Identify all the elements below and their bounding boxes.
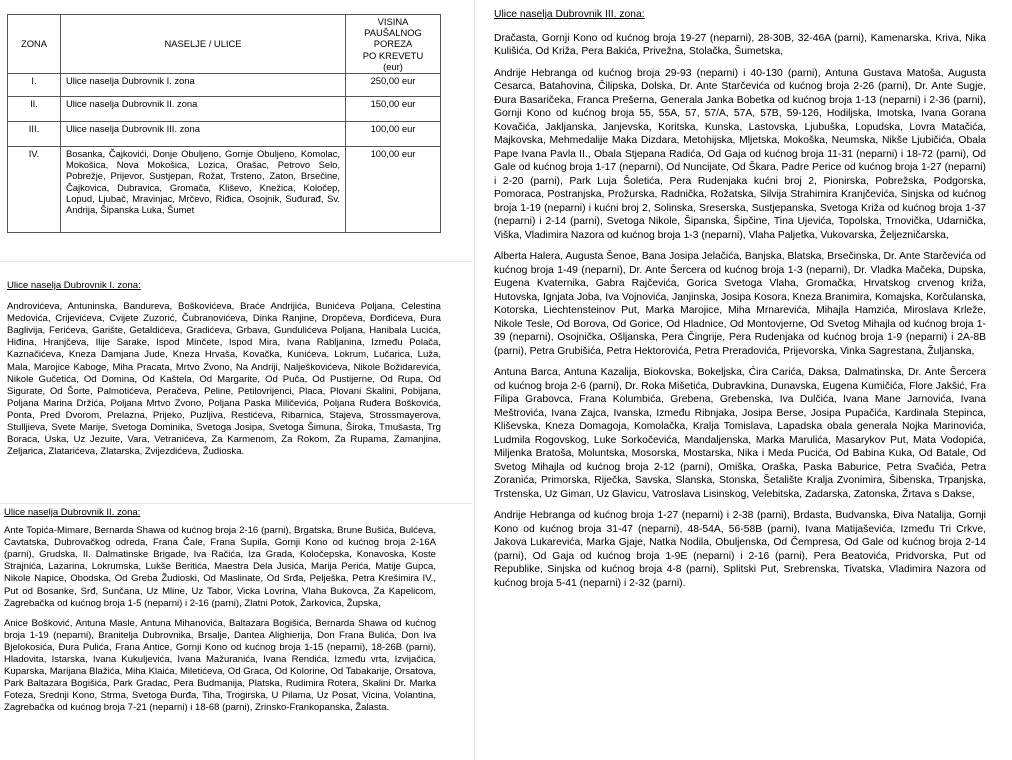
header-rate-line: (eur) (383, 60, 403, 72)
zone-1-section (7, 280, 441, 458)
column-divider (474, 0, 475, 760)
header-rate-line: PAUŠALNOG (364, 27, 422, 39)
zone-2-paragraph: Ante Topića-Mimare, Bernarda Shawa od kućnog broja 2-16 (parni), Brgatska, Brune Bušića, Bulćeva, Cavtatska, Dubrovačkog odreda, Frana Čale, Frana Supila, Gornji Kono od kućnog broja 2-16A (parni), Grudska, II. Dalmatinske Brigade, Iva Račića, Iza Grada, Koločepska, Konavoska, Koste Strajnića, Lazarina, Lokrumska, Lukše Beritića, Maestra Dela Jusića, Marija Perića, Matije Gupca, Nikole Napice, Obodska, Od Greba Žudioski, Od Maslinate, Od Srđa, Pelješka, Petra Krešimira IV., Put od Bosanke, Srđ, Sunčana, Uz Mline, Uz Tabor, Vicka Lovrina, Vlaha Bukovca, Za Kapelicom, Zagrebačka od kućnog broja 1-5 (neparni) i 2-16 (parni), Zlatni Potok, Žarkovica, Župska, (4, 525, 436, 609)
zone-1-panel (0, 262, 470, 502)
zone-1-title: Ulice naselja Dubrovnik I. zona: (7, 280, 141, 291)
header-rate (346, 15, 441, 74)
zona-cell: II. (8, 97, 61, 122)
zona-cell: IV. (8, 147, 61, 233)
header-naselje: NASELJE / ULICE (61, 15, 346, 74)
naselje-cell: Ulice naselja Dubrovnik II. zona (61, 97, 346, 122)
zone-3-section (494, 8, 986, 598)
zone-3-paragraph: Andrije Hebranga od kućnog broja 29-93 (neparni) i 40-130 (parni), Antuna Gustava Matoša, Augusta Cesarca, Batahovina, Čilipska, Dolska, Dr. Ante Starčevića od kućnog broja 2-26 (parni), Dr. Ante Sugje, Đura Basaričeka, Franca Prešerna, Generala Janka Bobetka od kućnog broja 1-13 (neparni) i 2-36 (parni), Gornji Kono od kućnog broja 55, 55A, 57, 57/A, 57A, 57B, 59-126, Hodiljska, Imotska, Ivana Gorana Kovačića, Jakljanska, Janjevska, Koritska, Kunska, Lastovska, Ljubuška, Lopudska, Lovra Matačića, Majkovska, Mehmedalije Maka Dizdara, Metohijska, Mljetska, Mokoška, Neumska, Nikše Ljubičića, Obala Pape Ivana Pavla II., Obala Stjepana Radića, Od Gaja od kućnog broja 11-31 (neparni) i 18-72 (parni), Od Gale od kućnog broja 1-17 (neparni), Od Nuncijate, Od Škara, Padre Perice od kućnog broja 1-27 (neparni) i 2-20 (parni), Park Luja Šoletića, Pera Rudenjaka kućni broj 2, Pionirska, Pobrežska, Podgorska, Pomoraca, Postranjska, Prožurska, Radnička, Rožatska, Silvija Strahimira Kranjčevića, Sinjska od kućnog broja 1-19 (neparni) i kućni broj 2, Solinska, Sreserska, Sustjepanska, Svetoga Križa od kućnog broja 1-37 (neparni) i 2-14 (parni), Svetoga Nikole, Šipanska, Šipčine, Tina Ujevića, Topolska, Trnovička, Udarnička, Viška, Vladimira Nazora od kućnog broja 1-3 (neparni), Vlaha Paljetka, Vukovarska, Željezničarska, (494, 67, 986, 241)
table-row (8, 147, 441, 233)
zone-3-paragraph: Antuna Barca, Antuna Kazalija, Biokovska, Bokeljska, Ćira Carića, Daksa, Dalmatinska, Dr. Ante Šercera od kućnog broja 2-6 (parni), Dr. Roka Mišetića, Dubravkina, Dunavska, Eugena Kumičića, Flore Jakšić, Fra Filipa Grabovca, Frana Kolumbića, Grebena, Grebenska, Iva Dulčića, Ivana Mane Jarnovića, Ivana Meštrovića, Ivana Zajca, Ivanska, Između Ribnjaka, Josipa Berse, Josipa Pupačića, Kardinala Stepinca, Kliševska, Kneza Domagoja, Komolačka, Kralja Tomislava, Lapadska obala generala Nojka Marinovića, Ludmila Rogovskog, Luke Sorkočevića, Mandaljenska, Marka Marulića, Masarykov Put, Mata Vodopića, Miljenka Bratoša, Moluntska, Mosorska, Mostarska, Nika i Meda Pucića, Od Babina Kuka, Od Batale, Od Svetog Mihajla od kućnog broja 2-12 (parni), Omiška, Oraška, Paska Baburice, Petra Svačića, Petra Zoranića, Primorska, Riječka, Savska, Slanska, Stonska, Šetalište Kralja Zvonimira, Šibenska, Trpanjska, Trstenska, Uz Giman, Uz Glavicu, Vatroslava Lisinskog, Velebitska, Zadarska, Zatonska, Žrtava s Dakse, (494, 367, 986, 500)
zone-3-paragraph: Andrije Hebranga od kućnog broja 1-27 (neparni) i 2-38 (parni), Brdasta, Budvanska, Điva Natalija, Gornji Kono od kućnog broja 31-47 (neparni), 48-54A, 56-58B (parni), Ivana Matijaševića, Između Tri Crkve, Jakova Lukarevića, Marka Gjaje, Natka Nodila, Obuljenska, Od Čempresa, Od Gale od kućnog broja 2-14 (parni), Od Gaja od kućnog broja 1-9E (neparni) i 2-16 (parni), Pera Beatovića, Pridvorska, Put od Republike, Sinjska od kućnog broja 4-8 (parni), Splitski Put, Srebrenska, Tivatska, Vladimira Nazora od kućnog broja 5-41 (neparni) i 2-32 (parni). (494, 510, 986, 589)
zone-3-paragraph: Alberta Halera, Augusta Šenoe, Bana Josipa Jelačića, Banjska, Blatska, Brsečinska, Dr. Ante Starčevića od kućnog broja 1-49 (neparni), Dr. Ante Šercera od kućnog broja 1-3 (neparni), Dr. Vladka Mačeka, Dupska, Eugena Kvaternika, Gabra Rajčevića, Gorica Svetoga Vlaha, Gromačka, Hrvatskog crvenog križa, Hutovska, Ignjata Joba, Iva Vojnovića, Janjinska, Josipa Kosora, Kneza Branimira, Komajska, Korčulanska, Kotorska, Liechtensteinov Put, Marka Marojice, Miha Mrnarevića, Mihajla Hamzića, Miroslava Krleže, Nikole Tesle, Od Borova, Od Gorice, Od Hladnice, Od Montovjerne, Od Svetog Mihajla od kućnog broja 1-39 (neparni), Osojnička, Ošljanska, Pera Čingrije, Pera Rudenjaka od kućnog broja 1-9 (neparni) i 2A-8B (parni), Petra Grubišića, Petra Hektorovića, Petra Preradovića, Prijevorska, Vinka Sagrestana, Žuljanska, (494, 251, 986, 357)
zone-2-title: Ulice naselja Dubrovnik II. zona: (4, 507, 141, 518)
tax-rate-table (7, 14, 441, 233)
header-rate-line: POREZA (373, 38, 413, 50)
zone-2-paragraph: Anice Bošković, Antuna Masle, Antuna Mihanovića, Baltazara Bogišića, Bernarda Shawa od kućnog broja 1-19 (neparni), Branitelja Dubrovnika, Brsalje, Dantea Alighierija, Don Frana Bulića, Don Iva Bjelokosića, Đura Pulića, Frana Antice, Gornji Kono od kućnog broja 1-15 (neparni), 18-26B (parni), Hladovita, Istarska, Ivana Kukuljevića, Ivana Mažuranića, Ivana Rendića, Između vrta, Izvijačica, Kuparska, Marijana Blažića, Miha Klaića, Miletićeva, Od Graca, Od Kolorine, Od Tabakarije, Orsatova, Park Baltazara Bogišića, Park Gradac, Pera Budmanija, Platska, Rudimira Rotera, Skalini Dr. Marka Foteza, Srednji Kono, Strma, Svetoga Đurđa, Tiha, Trogirska, U Pilama, Uz Posat, Vicina, Volantina, Zagrebačka od kućnog broja 7-21 (neparni) i 18-68 (parni), Zrinsko-Frankopanska, Žalasta. (4, 617, 436, 714)
rate-cell: 250,00 eur (346, 74, 441, 97)
rate-cell: 100,00 eur (346, 122, 441, 147)
zone-2-section (4, 507, 436, 723)
table-row (8, 122, 441, 147)
header-zona: ZONA (8, 15, 61, 74)
rate-cell: 100,00 eur (346, 147, 441, 233)
zone-3-paragraph: Dračasta, Gornji Kono od kućnog broja 19-27 (neparni), 28-30B, 32-46A (parni), Kamenarska, Kriva, Nika Kulišića, Od Križa, Pera Bakića, Privežna, Stolačka, Šumetska, (494, 32, 986, 57)
zone-2-panel (0, 504, 470, 760)
zone-3-panel (480, 0, 1012, 760)
naselje-cell: Ulice naselja Dubrovnik I. zona (61, 74, 346, 97)
zona-cell: III. (8, 122, 61, 147)
zona-cell: I. (8, 74, 61, 97)
header-rate-line: PO KREVETU (362, 49, 424, 61)
header-rate-line: VISINA (377, 16, 409, 27)
rate-cell: 150,00 eur (346, 97, 441, 122)
table-header-row (8, 15, 441, 74)
table-row (8, 97, 441, 122)
zone-3-title: Ulice naselja Dubrovnik III. zona: (494, 9, 645, 20)
table-row (8, 74, 441, 97)
naselje-cell: Bosanka, Čajkovići, Donje Obuljeno, Gornje Obuljeno, Komolac, Mokošica, Nova Mokošica, Lozica, Orašac, Petrovo Selo, Pobrežje, Prijevor, Sustjepan, Rožat, Trsteno, Zaton, Brsečine, Čajkovica, Dubravica, Gromača, Kliševo, Knežica, Koločep, Lopud, Ljubač, Mravinjac, Mrčevo, Riđica, Osojnik, Suđurađ, Sv. Andrija, Šipanska Luka, Šumet (61, 147, 346, 233)
zone-1-street-list: Androvićeva, Antuninska, Bandureva, Boškovićeva, Braće Andrijića, Bunićeva Poljana, Celestina Medovića, Crijevićeva, Cvijete Zuzorić, Čubranovićeva, Dinka Ranjine, Dropčeva, Đorđićeva, Đura Baglivija, Ferićeva, Garište, Getaldićeva, Gradićeva, Grbava, Gundulićeva Poljana, Hanibala Lucića, Hiđina, Hranjčeva, Ilije Sarake, Ispod Minčete, Ispod Mira, Ivana Rabljanina, Između Polača, Kaznačićeva, Kneza Damjana Jude, Kneza Hrvaša, Kovačka, Kunićeva, Lokrum, Lučarica, Luža, Mala, Marojice Kaboge, Miha Pracata, Mrtvo Zvono, Na Andriji, Nalješkovićeva, Nikole Božidarevića, Nikole Gučetića, Od Domina, Od Kaštela, Od Margarite, Od Puča, Od Pustijerne, Od Rupa, Od Sigurate, Od Šorte, Palmotićeva, Peračeva, Peline, Petilovrijenci, Placa, Plovani Skalini, Pobijana, Poljana Marina Držića, Poljana Mrtvo Zvono, Poljana Paska Miličevića, Poljana Ruđera Boškovića, Ponta, Pred Dvorom, Prelazna, Prijeko, Puzljiva, Restićeva, Ribarnica, Stajeva, Strossmayerova, Stulljieva, Svete Marije, Svetoga Dominika, Svetoga Josipa, Svetoga Šimuna, Široka, Tmušasta, Trg Boraca, Uska, Uz Jezuite, Vara, Vetranićeva, Za Karmenom, Za Rokom, Za Rupama, Zamanjina, Zeljarica, Zlatarićeva, Zlatarska, Zvijezdićeva, Žudioska. (7, 301, 441, 458)
naselje-cell: Ulice naselja Dubrovnik III. zona (61, 122, 346, 147)
tax-rate-table-panel (0, 0, 470, 260)
